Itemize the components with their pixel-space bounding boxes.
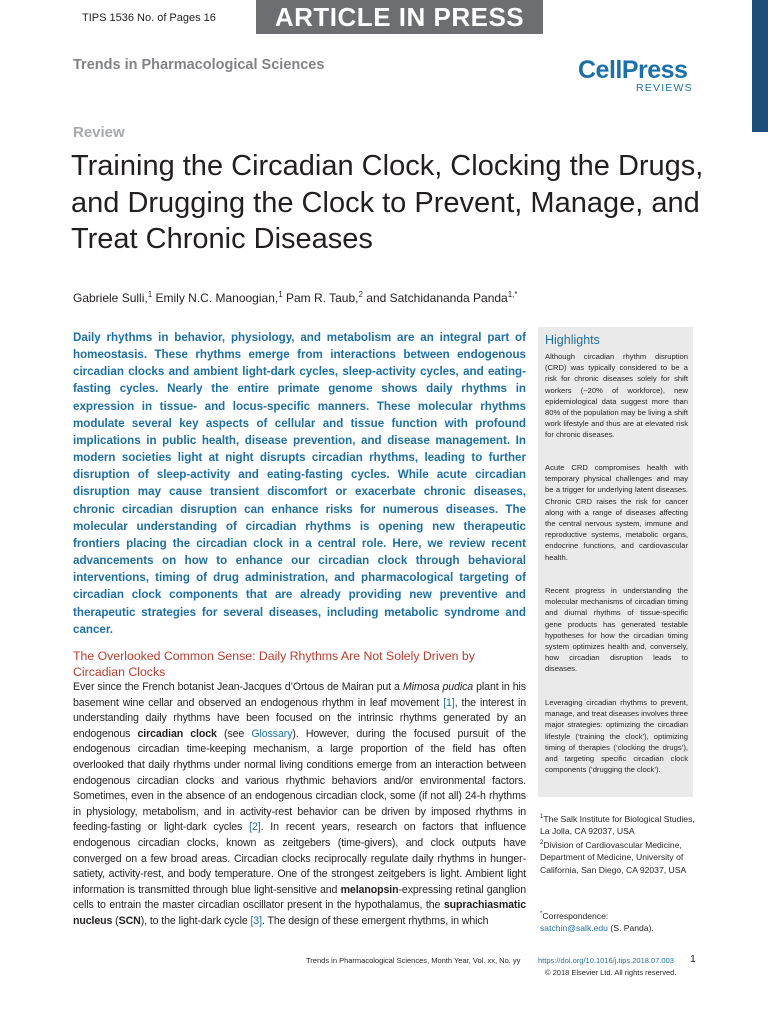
glossary-term: circadian clock xyxy=(137,727,217,740)
correspondence xyxy=(540,908,700,934)
highlight-item: Leveraging circadian rhythms to prevent, manage, and treat diseases involves three major strategies: optimizing the circadian lifestyle (‘training the clock’), optimizing timing of therapies (‘clocking the drugs’), and targeting specific circadian clock components (‘drugging the clock’). xyxy=(545,698,688,775)
side-tab-marker xyxy=(752,0,768,132)
body-text-run: Ever since the French botanist Jean-Jacques d’Ortous de Mairan put a xyxy=(73,681,403,693)
correspondence-name: (S. Panda). xyxy=(607,923,654,934)
affiliation-mark: 2 xyxy=(540,840,544,847)
author-name: Gabriele Sulli, xyxy=(73,291,148,305)
body-paragraph xyxy=(73,680,526,930)
affiliations xyxy=(540,811,700,876)
section-heading: The Overlooked Common Sense: Daily Rhythms Are Not Solely Driven by Circadian Clocks xyxy=(73,649,475,679)
correspondence-mark: * xyxy=(540,911,543,917)
cellpress-logo: CellPress xyxy=(578,56,688,84)
author-affiliation-mark: 1 xyxy=(278,290,283,299)
highlights-title: Highlights xyxy=(545,333,600,347)
page-number: 1 xyxy=(690,953,696,965)
author-name: and Satchidananda Panda xyxy=(362,291,508,305)
glossary-link[interactable]: Glossary xyxy=(251,727,293,740)
body-text-run: ( xyxy=(112,914,119,927)
author-list xyxy=(73,290,518,305)
reference-link[interactable]: [2] xyxy=(249,821,261,834)
glossary-term: suprachiasmatic nucleus xyxy=(73,899,526,927)
highlight-item: Acute CRD compromises health with temporary physical challenges and may be a trigger for underlying latent diseases. Chronic CRD raises the risk for cancer along with a range of diseases affecting the central nervous system, immune and reproductive systems, metabolic organs, endocrine functions, and cardiovascular health. xyxy=(545,463,688,562)
correspondence-email-link[interactable]: satchin@salk.edu xyxy=(540,923,608,934)
body-text-run: , the interest in understanding daily rhythms have been focused on the intrinsic rhythms generated by an endogenous xyxy=(73,696,526,740)
body-text-run: plant in his basement wine cellar and observed an endogenous rhythm in leaf movement xyxy=(73,681,526,709)
body-text-run: (see xyxy=(216,727,252,740)
highlight-item: Although circadian rhythm disruption (CRD) was typically considered to be a risk for chronic diseases solely for shift workers (~20% of workforce), new epidemiological data suggest more than 80% of the population may be living a shift work lifestyle and thus are at elevated risk for chronic diseases. xyxy=(545,352,688,440)
highlight-item: Recent progress in understanding the molecular mechanisms of circadian timing and diurnal rhythms of tissue-specific gene products has generated testable hypotheses for how the circadian timing system optimizes health and, conversely, how circadian disruption leads to diseases. xyxy=(545,586,688,674)
affiliation-mark: 1 xyxy=(540,814,544,820)
footer-copyright: © 2018 Elsevier Ltd. All rights reserved. xyxy=(545,968,677,977)
footer-doi-link[interactable]: https://doi.org/10.1016/j.tips.2018.07.003 xyxy=(538,956,674,965)
author-affiliation-mark: 1 xyxy=(147,290,153,299)
author-name: Pam R. Taub, xyxy=(282,291,359,305)
manuscript-reference: TIPS 1536 No. of Pages 16 xyxy=(82,12,216,24)
affiliation-text: Division of Cardiovascular Medicine, Department of Medicine, University of California, San Diego, CA 92037, USA xyxy=(540,840,687,875)
article-type-label: Review xyxy=(73,124,125,141)
reference-link[interactable]: [1] xyxy=(443,696,455,709)
author-affiliation-mark: 1,* xyxy=(507,290,518,299)
body-text-run: ). However, during the focused pursuit of the endogenous circadian time-keeping mechanism, a large proportion of the field has often overlooked that daily rhythms under normal living conditions emerge from an interaction between endogenous circadian clocks and various rhythmic behaviors and/or environmental factors. Sometimes, even in the absence of an endogenous circadian clock, some (if not all) 24-h rhythms in physiology, metabolism, and in activity-rest behavior can be driven by imposed rhythms in feeding-fasting or light-dark cycles xyxy=(73,727,526,834)
correspondence-label: Correspondence: xyxy=(542,910,609,921)
article-in-press-label: ARTICLE IN PRESS xyxy=(274,2,525,32)
reference-link[interactable]: [3] xyxy=(250,914,262,927)
article-title: Training the Circadian Clock, Clocking the Drugs, and Drugging the Clock to Prevent, Manage, and Treat Chronic Diseases xyxy=(71,150,704,255)
body-text-run: . The design of these emergent rhythms, in which xyxy=(261,914,489,927)
body-text-run: ), to the light-dark cycle xyxy=(140,914,251,927)
cellpress-reviews-label: REVIEWS xyxy=(636,82,693,94)
affiliation-text: The Salk Institute for Biological Studies, La Jolla, CA 92037, USA xyxy=(540,813,695,837)
glossary-term: SCN xyxy=(118,914,141,927)
author-name: Emily N.C. Manoogian, xyxy=(152,291,279,305)
footer-citation: Trends in Pharmacological Sciences, Month Year, Vol. xx, No. yy xyxy=(306,956,521,965)
body-text-run: -expressing retinal ganglion cells to entrain the master circadian oscillator present in the hypothalamus, the xyxy=(73,883,526,912)
body-text-run: . In recent years, research on factors that influence endogenous circadian clocks, known as zeitgebers (time-givers), and clock outputs have converged on a few broad areas. Circadian clocks reciprocally regulate daily rhythms in hunger-satiety, activity-rest, and body temperature. One of the strongest zeitgebers is light. Ambient light information is transmitted through blue light-sensitive and xyxy=(73,821,526,896)
glossary-term: melanopsin xyxy=(340,883,399,896)
species-name: Mimosa pudica xyxy=(402,681,474,693)
journal-name: Trends in Pharmacological Sciences xyxy=(73,57,325,73)
author-affiliation-mark: 2 xyxy=(358,290,363,299)
abstract: Daily rhythms in behavior, physiology, and metabolism are an integral part of homeostasis. These rhythms emerge from interactions between endogenous circadian clocks and ambient light-dark cycles, sleep-activity cycles, and eating-fasting cycles. Nearly the entire primate genome shows daily rhythms in expression in tissue- and locus-specific manners. These molecular rhythms modulate several key aspects of cellular and tissue function with profound implications in public health, disease prevention, and disease management. In modern societies light at night disrupts circadian rhythms, leading to further disruption of sleep-activity and eating-fasting cycles. While acute circadian disruption may cause transient discomfort or exacerbate chronic diseases, chronic circadian disruption can enhance risks for numerous diseases. The molecular understanding of circadian rhythms is opening new therapeutic frontiers placing the circadian clock in a central role. Here, we review recent advancements on how to enhance our circadian clock through behavioral interventions, timing of drug administration, and pharmacological targeting of circadian clock components that are already providing new preventive and therapeutic strategies for several diseases, including metabolic syndrome and cancer. xyxy=(73,331,526,636)
